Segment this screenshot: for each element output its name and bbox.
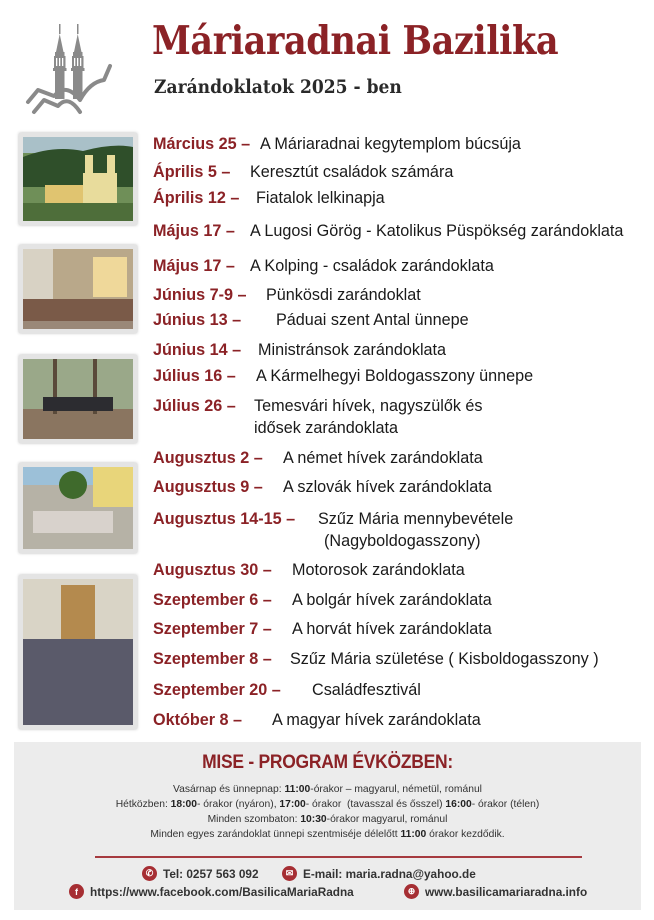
divider xyxy=(95,856,582,858)
event-description-line: Keresztút családok számára xyxy=(250,163,454,181)
email-contact[interactable] xyxy=(282,866,476,881)
event-description xyxy=(256,188,385,208)
event-description xyxy=(260,134,521,154)
event-row xyxy=(153,477,492,497)
mass-text: - órakor (tavasszal és ősszel) xyxy=(305,799,446,810)
event-description xyxy=(250,256,494,276)
page-subtitle: Zarándoklatok 2025 - ben xyxy=(154,76,402,98)
event-date: Szeptember 20 – xyxy=(153,681,281,699)
event-description-line: A magyar hívek zarándoklata xyxy=(272,711,481,729)
event-description xyxy=(283,448,483,468)
pilgrims-forest-photo xyxy=(19,355,137,443)
event-date: Június 14 – xyxy=(153,341,242,359)
event-date: Augusztus 30 – xyxy=(153,561,272,579)
event-row xyxy=(153,256,494,276)
event-description-line: A Máriaradnai kegytemplom búcsúja xyxy=(260,135,521,153)
crowded-mass-photo xyxy=(19,575,137,729)
phone-contact[interactable] xyxy=(142,866,259,881)
event-date: Augusztus 14-15 – xyxy=(153,510,296,528)
email-address: E-mail: maria.radna@yahoo.de xyxy=(303,866,476,881)
event-row xyxy=(153,649,599,669)
event-row xyxy=(153,162,454,182)
event-description-line: A Kolping - családok zarándoklata xyxy=(250,257,494,275)
event-description-line: Temesvári hívek, nagyszülők és xyxy=(254,397,483,415)
event-description xyxy=(283,477,492,497)
mass-time: 11:00 xyxy=(400,829,427,840)
event-date: Április 5 – xyxy=(153,163,231,181)
event-date: Június 13 – xyxy=(153,311,242,329)
mass-text: órakor kezdődik. xyxy=(426,829,505,840)
facebook-link[interactable] xyxy=(69,884,354,899)
event-description-line: A Lugosi Görög - Katolikus Püspökség zarándoklata xyxy=(250,222,624,240)
mass-program-title: MISE - PROGRAM ÉVKÖZBEN: xyxy=(202,752,453,773)
mass-program-panel xyxy=(14,742,641,910)
event-description xyxy=(254,396,483,439)
event-description-line: Fiatalok lelkinapja xyxy=(256,189,385,207)
event-description xyxy=(266,285,421,305)
mass-time: 18:00 xyxy=(170,799,198,810)
event-row xyxy=(153,221,624,241)
event-row xyxy=(153,188,385,208)
event-description-line: Szűz Mária mennybevétele xyxy=(318,510,514,528)
event-row xyxy=(153,285,421,305)
mass-schedule-line xyxy=(14,782,641,797)
basilica-exterior-photo xyxy=(19,133,137,225)
mass-text: Minden szombaton: xyxy=(207,814,301,825)
event-description-line: A szlovák hívek zarándoklata xyxy=(283,478,492,496)
mass-text: - órakor (télen) xyxy=(471,799,540,810)
event-description-line: A horvát hívek zarándoklata xyxy=(292,620,492,638)
phone-number: Tel: 0257 563 092 xyxy=(163,866,259,881)
event-description-line: Motorosok zarándoklata xyxy=(292,561,465,579)
phone-icon: ✆ xyxy=(142,866,157,881)
event-row xyxy=(153,710,481,730)
event-date: Augusztus 9 – xyxy=(153,478,263,496)
mass-time: 11:00 xyxy=(284,784,311,795)
event-description xyxy=(250,221,623,241)
event-description-line: A bolgár hívek zarándoklata xyxy=(292,591,492,609)
event-description-line: Ministránsok zarándoklata xyxy=(258,341,447,359)
mass-text: -órakor magyarul, románul xyxy=(326,814,448,825)
event-row xyxy=(153,134,521,154)
event-date: Szeptember 6 – xyxy=(153,591,272,609)
event-row xyxy=(153,366,534,386)
event-date: Július 26 – xyxy=(153,397,236,415)
folk-costume-photo xyxy=(19,463,137,553)
mass-time: 10:30 xyxy=(300,814,327,825)
facebook-icon: f xyxy=(69,884,84,899)
event-description xyxy=(272,710,481,730)
globe-icon: ⊕ xyxy=(404,884,419,899)
mass-text: Minden egyes zarándoklat ünnepi szentmiséje délelőtt xyxy=(150,829,401,840)
event-date: Július 16 – xyxy=(153,367,236,385)
event-date: Június 7-9 – xyxy=(153,286,247,304)
event-row xyxy=(153,340,447,360)
event-description xyxy=(312,680,421,700)
event-description-line-2: (Nagyboldogasszony) xyxy=(324,532,481,551)
mass-text: Hétközben: xyxy=(115,799,171,810)
facebook-url: https://www.facebook.com/BasilicaMariaRadna xyxy=(90,884,354,899)
event-row xyxy=(153,310,469,330)
mass-time: 17:00 xyxy=(279,799,306,810)
website-link[interactable] xyxy=(404,884,587,899)
mass-text: Vasárnap és ünnepnap: xyxy=(173,784,285,795)
event-date: Szeptember 7 – xyxy=(153,620,272,638)
event-date: Augusztus 2 – xyxy=(153,449,263,467)
event-description-line: Pünkösdi zarándoklat xyxy=(266,286,421,304)
event-row xyxy=(153,448,483,468)
event-row xyxy=(153,680,421,700)
event-description xyxy=(292,560,465,580)
event-date: Április 12 – xyxy=(153,189,240,207)
event-description xyxy=(258,340,446,360)
mass-schedule-line xyxy=(14,827,641,842)
event-row xyxy=(153,560,465,580)
mass-schedule xyxy=(14,782,641,842)
event-date: Szeptember 8 – xyxy=(153,650,272,668)
event-date: Október 8 – xyxy=(153,711,243,729)
mass-time: 16:00 xyxy=(445,799,472,810)
event-description-line: Családfesztivál xyxy=(312,681,421,699)
mass-schedule-line xyxy=(14,797,641,812)
event-description xyxy=(290,649,599,669)
event-description xyxy=(292,590,492,610)
event-description xyxy=(318,509,513,552)
event-date: Május 17 – xyxy=(153,257,235,275)
event-description-line: Páduai szent Antal ünnepe xyxy=(276,311,469,329)
page-title: Máriaradnai Bazilika xyxy=(152,18,559,64)
event-description-line-2: idősek zarándoklata xyxy=(254,419,398,438)
event-description-line: A Kármelhegyi Boldogasszony ünnepe xyxy=(256,367,534,385)
event-date: Május 17 – xyxy=(153,222,235,240)
event-row xyxy=(153,590,492,610)
event-row xyxy=(153,619,492,639)
event-description xyxy=(276,310,469,330)
mail-icon: ✉ xyxy=(282,866,297,881)
mass-text: - órakor (nyáron), xyxy=(197,799,280,810)
website-url: www.basilicamariaradna.info xyxy=(425,884,588,899)
event-row xyxy=(153,509,514,551)
event-description-line: A német hívek zarándoklata xyxy=(283,449,483,467)
event-date: Március 25 – xyxy=(153,135,251,153)
event-description xyxy=(250,162,453,182)
church-interior-photo xyxy=(19,245,137,333)
event-row xyxy=(153,396,483,438)
event-description xyxy=(292,619,492,639)
event-description xyxy=(256,366,533,386)
mass-text: -órakor – magyarul, németül, románul xyxy=(310,784,482,795)
basilica-logo-icon xyxy=(24,20,114,116)
event-description-line: Szűz Mária születése ( Kisboldogasszony ) xyxy=(290,650,599,668)
mass-schedule-line xyxy=(14,812,641,827)
